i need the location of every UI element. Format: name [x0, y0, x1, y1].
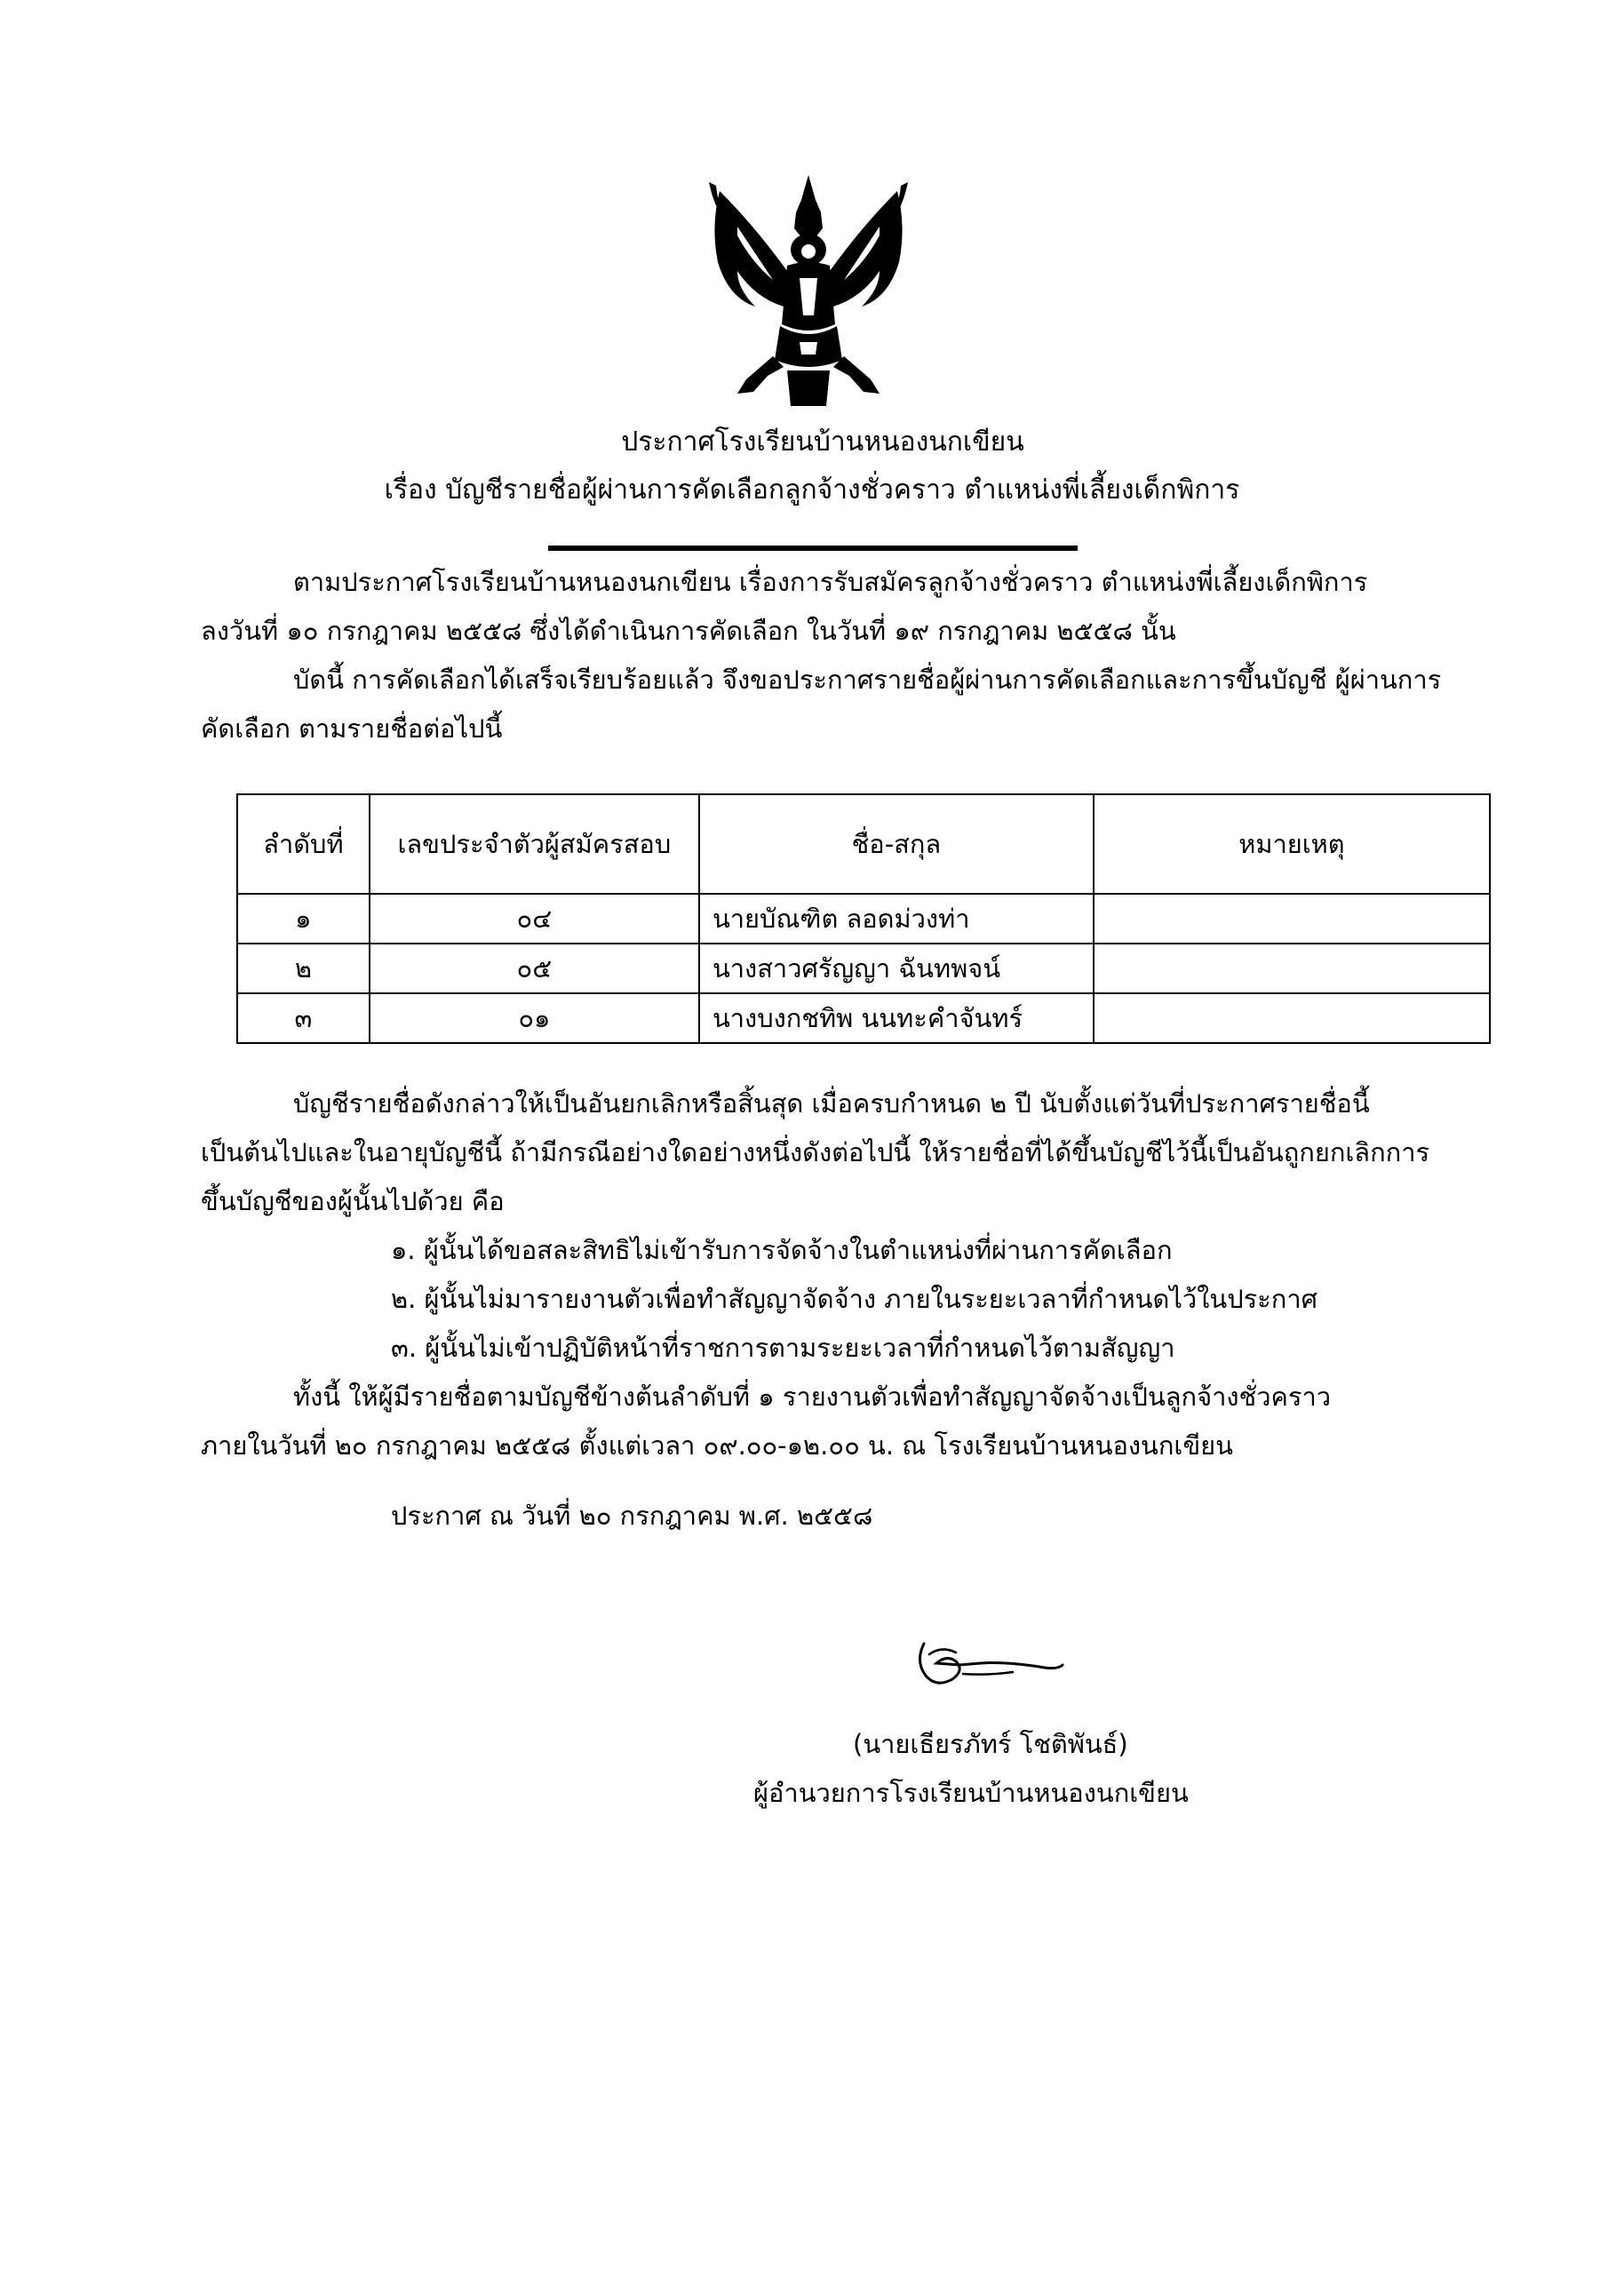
row-remarks: [1094, 993, 1490, 1043]
row-applicant-id: ๐๔: [370, 894, 699, 944]
row-order: ๒: [237, 944, 370, 993]
body-paragraph-4-line-2: ภายในวันที่ ๒๐ กรกฎาคม ๒๕๕๘ ตั้งแต่เวลา ๐๙.๐๐-๑๒.๐๐ น. ณ โรงเรียนบ้านหนองนกเขียน: [201, 1430, 1233, 1461]
row-order: ๓: [237, 993, 370, 1043]
announcement-title: ประกาศโรงเรียนบ้านหนองนกเขียน: [621, 426, 1024, 458]
table-row: [237, 894, 1490, 944]
row-applicant-id: ๐๕: [370, 944, 699, 993]
intro-paragraph-2-line-1: บัดนี้ การคัดเลือกได้เสร็จเรียบร้อยแล้ว จึงขอประกาศรายชื่อผู้ผ่านการคัดเลือกและการขึ้นบัญชี ผู้ผ่านการ: [293, 665, 1442, 695]
signature-icon: [906, 1626, 1075, 1697]
header-remarks: หมายเหตุ: [1094, 794, 1490, 894]
intro-paragraph-2-line-2: คัดเลือก ตามรายชื่อต่อไปนี้: [201, 713, 503, 744]
condition-item-2: ๒. ผู้นั้นไม่มารายงานตัวเพื่อทำสัญญาจัดจ้าง ภายในระยะเวลาที่กำหนดไว้ในประกาศ: [391, 1284, 1318, 1314]
condition-item-1: ๑. ผู้นั้นได้ขอสละสิทธิไม่เข้ารับการจัดจ้างในตำแหน่งที่ผ่านการคัดเลือก: [391, 1235, 1173, 1265]
candidate-table: [236, 793, 1491, 1044]
announcement-date: ประกาศ ณ วันที่ ๒๐ กรกฎาคม พ.ศ. ๒๕๕๘: [391, 1501, 873, 1531]
row-full-name: นายบัณฑิต ลอดม่วงท่า: [699, 894, 1094, 944]
intro-paragraph-1-line-1: ตามประกาศโรงเรียนบ้านหนองนกเขียน เรื่องการรับสมัครลูกจ้างชั่วคราว ตำแหน่งพี่เลี้ยงเด็กพิการ: [293, 567, 1368, 597]
title-divider: [548, 546, 1078, 551]
header-order: ลำดับที่: [237, 794, 370, 894]
table-header-row: [237, 794, 1490, 894]
row-applicant-id: ๐๑: [370, 993, 699, 1043]
row-remarks: [1094, 944, 1490, 993]
signatory-position: ผู้อำนวยการโรงเรียนบ้านหนองนกเขียน: [753, 1778, 1189, 1808]
row-full-name: นางบงกชทิพ นนทะคำจันทร์: [699, 993, 1094, 1043]
header-applicant-id: เลขประจำตัวผู้สมัครสอบ: [370, 794, 699, 894]
intro-paragraph-1-line-2: ลงวันที่ ๑๐ กรกฎาคม ๒๕๕๘ ซึ่งได้ดำเนินการคัดเลือก ในวันที่ ๑๙ กรกฎาคม ๒๕๕๘ นั้น: [201, 616, 1176, 646]
signatory-name: (นายเธียรภัทร์ โชติพันธ์): [853, 1729, 1128, 1759]
table-row: [237, 993, 1490, 1043]
condition-item-3: ๓. ผู้นั้นไม่เข้าปฏิบัติหน้าที่ราชการตามระยะเวลาที่กำหนดไว้ตามสัญญา: [391, 1333, 1175, 1363]
row-remarks: [1094, 894, 1490, 944]
row-order: ๑: [237, 894, 370, 944]
garuda-emblem-icon: [702, 173, 915, 409]
table-row: [237, 944, 1490, 993]
body-paragraph-4-line-1: ทั้งนี้ ให้ผู้มีรายชื่อตามบัญชีข้างต้นลำดับที่ ๑ รายงานตัวเพื่อทำสัญญาจัดจ้างเป็นลูกจ้างชั่วคราว: [293, 1382, 1332, 1412]
announcement-subject: เรื่อง บัญชีรายชื่อผู้ผ่านการคัดเลือกลูกจ้างชั่วคราว ตำแหน่งพี่เลี้ยงเด็กพิการ: [384, 474, 1240, 506]
body-paragraph-3-line-3: ขึ้นบัญชีของผู้นั้นไปด้วย คือ: [201, 1186, 505, 1216]
body-paragraph-3-line-1: บัญชีรายชื่อดังกล่าวให้เป็นอันยกเลิกหรือสิ้นสุด เมื่อครบกำหนด ๒ ปี นับตั้งแต่วันที่ประกาศรายชื่อนี้: [293, 1088, 1370, 1119]
row-full-name: นางสาวศรัญญา ฉันทพจน์: [699, 944, 1094, 993]
body-paragraph-3-line-2: เป็นต้นไปและในอายุบัญชีนี้ ถ้ามีกรณีอย่างใดอย่างหนึ่งดังต่อไปนี้ ให้รายชื่อที่ได้ขึ้นบัญชีไว้นี้เป็นอันถูกยกเลิกการ: [201, 1137, 1430, 1167]
header-full-name: ชื่อ-สกุล: [699, 794, 1094, 894]
